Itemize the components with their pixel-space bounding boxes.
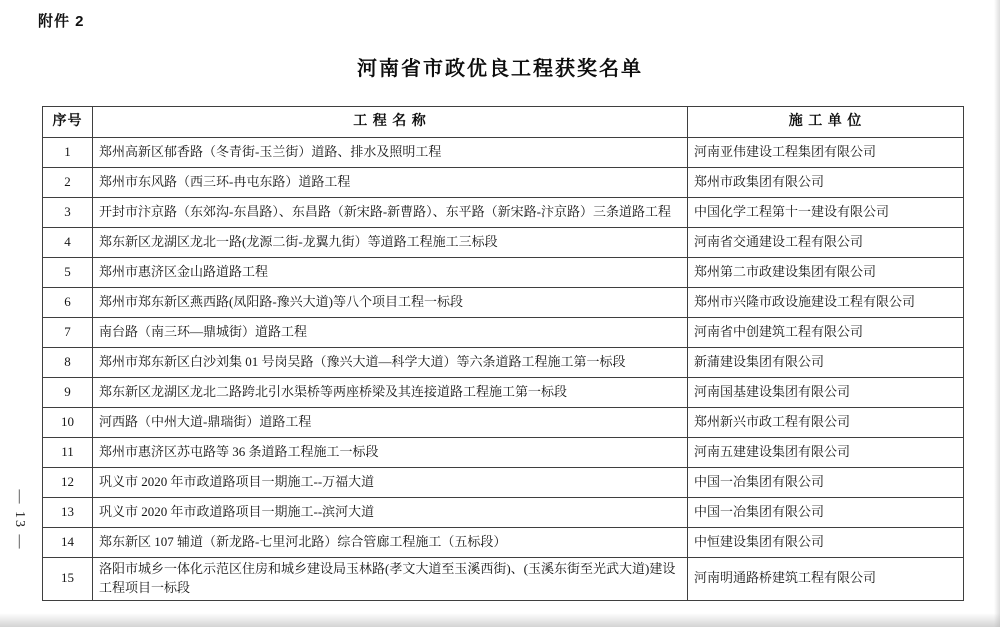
row-index: 7	[43, 318, 93, 348]
table-header-row	[43, 107, 964, 138]
table-row	[43, 378, 964, 408]
project-name-cell: 河西路（中州大道-鼎瑞街）道路工程	[93, 408, 688, 438]
table-row	[43, 198, 964, 228]
project-name-cell: 巩义市 2020 年市政道路项目一期施工--滨河大道	[93, 498, 688, 528]
row-index: 5	[43, 258, 93, 288]
project-name-cell: 巩义市 2020 年市政道路项目一期施工--万福大道	[93, 468, 688, 498]
row-index: 8	[43, 348, 93, 378]
table-row	[43, 498, 964, 528]
row-index: 11	[43, 438, 93, 468]
project-name-cell: 洛阳市城乡一体化示范区住房和城乡建设局玉林路(孝文大道至玉溪西街)、(玉溪东街至光武大道)建设工程项目一标段	[93, 558, 688, 601]
row-index: 3	[43, 198, 93, 228]
row-index: 1	[43, 138, 93, 168]
construction-unit-cell: 中国化学工程第十一建设有限公司	[688, 198, 964, 228]
table-row	[43, 258, 964, 288]
table-row	[43, 318, 964, 348]
table-row	[43, 438, 964, 468]
project-name-cell: 郑州高新区郁香路（冬青街-玉兰街）道路、排水及照明工程	[93, 138, 688, 168]
construction-unit-cell: 中国一冶集团有限公司	[688, 498, 964, 528]
scan-edge-bottom	[0, 613, 1000, 627]
page-title: 河南省市政优良工程获奖名单	[357, 58, 643, 80]
column-header-index: 序号	[43, 107, 93, 138]
project-name-cell: 郑州市惠济区苏屯路等 36 条道路工程施工一标段	[93, 438, 688, 468]
table-row	[43, 528, 964, 558]
awards-table	[42, 106, 964, 601]
row-index: 15	[43, 558, 93, 601]
project-name-cell: 郑东新区龙湖区龙北二路跨北引水渠桥等两座桥梁及其连接道路工程施工第一标段	[93, 378, 688, 408]
page-number: — 13 —	[12, 489, 27, 551]
construction-unit-cell: 郑州市政集团有限公司	[688, 168, 964, 198]
project-name-cell: 郑东新区龙湖区龙北一路(龙源二街-龙翼九街）等道路工程施工三标段	[93, 228, 688, 258]
table-row	[43, 228, 964, 258]
construction-unit-cell: 中恒建设集团有限公司	[688, 528, 964, 558]
project-name-cell: 郑州市东风路（西三环-冉屯东路）道路工程	[93, 168, 688, 198]
construction-unit-cell: 河南明通路桥建筑工程有限公司	[688, 558, 964, 601]
row-index: 12	[43, 468, 93, 498]
row-index: 2	[43, 168, 93, 198]
construction-unit-cell: 河南五建建设集团有限公司	[688, 438, 964, 468]
project-name-cell: 开封市汴京路（东郊沟-东昌路）、东昌路（新宋路-新曹路）、东平路（新宋路-汴京路）三条道路工程	[93, 198, 688, 228]
table-row	[43, 408, 964, 438]
table-row	[43, 168, 964, 198]
project-name-cell: 郑州市郑东新区白沙刘集 01 号岗吴路（豫兴大道—科学大道）等六条道路工程施工第一标段	[93, 348, 688, 378]
construction-unit-cell: 河南国基建设集团有限公司	[688, 378, 964, 408]
construction-unit-cell: 新蒲建设集团有限公司	[688, 348, 964, 378]
column-header-construction-unit: 施 工 单 位	[688, 107, 964, 138]
row-index: 10	[43, 408, 93, 438]
attachment-label: 附件 2	[38, 13, 85, 30]
column-header-project-name: 工 程 名 称	[93, 107, 688, 138]
row-index: 9	[43, 378, 93, 408]
construction-unit-cell: 河南省中创建筑工程有限公司	[688, 318, 964, 348]
table-row	[43, 138, 964, 168]
table-row	[43, 468, 964, 498]
construction-unit-cell: 河南省交通建设工程有限公司	[688, 228, 964, 258]
project-name-cell: 南台路（南三环—鼎城街）道路工程	[93, 318, 688, 348]
construction-unit-cell: 郑州市兴隆市政设施建设工程有限公司	[688, 288, 964, 318]
row-index: 4	[43, 228, 93, 258]
row-index: 13	[43, 498, 93, 528]
project-name-cell: 郑州市惠济区金山路道路工程	[93, 258, 688, 288]
construction-unit-cell: 中国一冶集团有限公司	[688, 468, 964, 498]
construction-unit-cell: 郑州第二市政建设集团有限公司	[688, 258, 964, 288]
construction-unit-cell: 河南亚伟建设工程集团有限公司	[688, 138, 964, 168]
row-index: 6	[43, 288, 93, 318]
table-row	[43, 288, 964, 318]
scan-edge-right	[994, 0, 1000, 627]
row-index: 14	[43, 528, 93, 558]
project-name-cell: 郑东新区 107 辅道（新龙路-七里河北路）综合管廊工程施工（五标段）	[93, 528, 688, 558]
table-row	[43, 348, 964, 378]
construction-unit-cell: 郑州新兴市政工程有限公司	[688, 408, 964, 438]
project-name-cell: 郑州市郑东新区燕西路(凤阳路-豫兴大道)等八个项目工程一标段	[93, 288, 688, 318]
table-row	[43, 558, 964, 601]
